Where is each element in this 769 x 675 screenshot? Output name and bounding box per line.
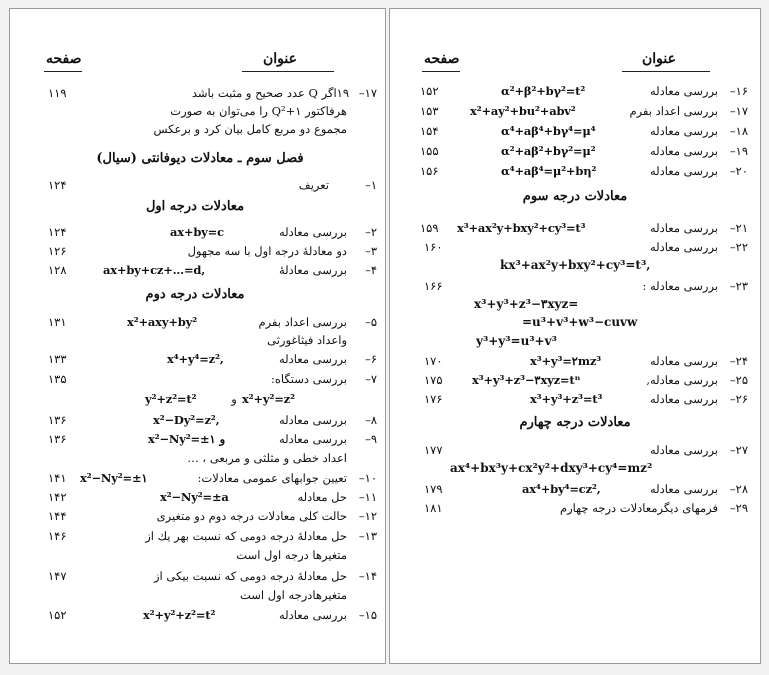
header-page: صفحه: [424, 51, 460, 67]
page-number: ۱۴۲: [48, 490, 67, 504]
page-number: ۱۳۶: [48, 413, 67, 427]
toc-entry: [10, 350, 387, 368]
toc-entry: [10, 411, 387, 429]
entry-number: ۲–: [365, 225, 377, 239]
entry-equation: x²+y²+z²=t²: [143, 608, 216, 622]
toc-entry: [390, 390, 762, 408]
entry-equation: x²−Dy²=z²,: [153, 413, 220, 427]
entry-number: ۱۹–: [729, 144, 748, 158]
entry-text: بررسی معادله: [279, 225, 347, 239]
section-title: معادلات درجه چهارم: [519, 415, 631, 430]
entry-equation: x²−Ny²=±۱: [80, 471, 148, 485]
page-number: ۱۴۱: [48, 471, 67, 485]
toc-entry: [10, 84, 387, 102]
entry-text: ۱۹اگر Q عدد صحیح و مثبت باشد: [191, 86, 349, 100]
entry-text: بررسی معادله :: [642, 279, 718, 293]
entry-text: بررسی معادله,: [646, 373, 718, 387]
entry-number: ۱۸–: [729, 124, 748, 138]
entry-number: ۱۳–: [358, 529, 377, 543]
entry-equation: x²+ay²+bu²+abv²: [470, 104, 576, 118]
page-number: ۱۵۴: [420, 124, 439, 138]
page-number: ۱۵۲: [420, 84, 439, 98]
display-equation: y³+y³=u³+v³: [476, 334, 557, 348]
entry-text: بررسی معادله: [650, 144, 718, 158]
page-number: ۱۲۶: [48, 244, 67, 258]
entry-equation: x²+y²=z²: [242, 392, 295, 406]
toc-entry: [10, 370, 387, 388]
entry-number: ۱۴–: [358, 569, 377, 583]
section-title: معادلات درجه سوم: [522, 189, 628, 204]
page-number: ۱۵۹: [420, 221, 439, 235]
page-number: ۱۴۶: [48, 529, 67, 543]
entry-text: بررسی معادله: [650, 164, 718, 178]
header-title: عنوان: [642, 51, 676, 67]
entry-text: بررسی معادله: [279, 413, 347, 427]
toc-entry-cont: [10, 586, 387, 604]
header-title: عنوان: [263, 51, 297, 67]
entry-equation: y²+z²=t²: [145, 392, 197, 406]
entry-text: بررسی معادله: [650, 392, 718, 406]
entry-text: بررسی معادله: [650, 354, 718, 368]
page-number: ۱۲۴: [48, 178, 67, 192]
toc-entry: [390, 102, 762, 120]
entry-text: متغیرها درجه اول است: [236, 548, 347, 562]
entry-number: ۲۹–: [729, 501, 748, 515]
toc-entry: [390, 352, 762, 370]
right-page: [389, 8, 761, 664]
entry-number: ۷–: [365, 372, 377, 386]
toc-entry: [10, 313, 387, 331]
entry-number: ۳–: [365, 244, 377, 258]
entry-text: بررسی معادله: [279, 432, 347, 446]
header-rule: [242, 71, 334, 72]
toc-entry: [390, 142, 762, 160]
toc-entry: [10, 606, 387, 624]
toc-entry: [10, 176, 387, 194]
page-number: ۱۴۴: [48, 509, 67, 523]
entry-equation: x³+ax²y+bxy²+cy³=t³: [457, 221, 586, 235]
entry-equation: x³+y³=۲mz³: [530, 354, 601, 368]
left-page: [9, 8, 386, 664]
entry-equation: ax+by+cz+…=d,: [103, 263, 206, 277]
entry-number: ۲۱–: [729, 221, 748, 235]
display-equation: =u³+v³+w³−cuvw: [522, 315, 638, 329]
entry-number: ۱۵–: [358, 608, 377, 622]
display-equation: ax⁴+bx³y+cx²y²+dxy³+cy⁴=mz²: [450, 461, 653, 475]
entry-text: بررسی دستگاه:: [271, 372, 347, 386]
header-page-rule: [422, 71, 460, 72]
header-rule: [622, 71, 710, 72]
entry-number: ۲۴–: [729, 354, 748, 368]
entry-equation: x³+y³+z³=t³: [530, 392, 603, 406]
entry-equation: x²−Ny²=±a: [160, 490, 229, 504]
entry-number: ۲۸–: [729, 482, 748, 496]
section-title: معادلات درجه دوم: [145, 287, 245, 302]
entry-text: بررسی اعداد بفرم: [629, 104, 718, 118]
page-number: ۱۲۸: [48, 263, 67, 277]
page-number: ۱۷۶: [424, 392, 443, 406]
entry-text: بررسی معادله: [650, 221, 718, 235]
page-number: ۱۶۰: [424, 240, 443, 254]
entry-text: متغیرهادرجه اول است: [239, 588, 347, 602]
entry-number: ۸–: [365, 413, 377, 427]
entry-number: ۱۶–: [729, 84, 748, 98]
entry-text: حل معادلهٔ درجه دومی که نسبت بیکی از: [154, 569, 347, 583]
page-number: ۱۷۵: [424, 373, 443, 387]
entry-text: حالت کلی معادلات درجه دوم دو متغیری: [156, 509, 347, 523]
header-page-rule: [44, 71, 82, 72]
entry-text: اعداد خطی و مثلثی و مربعی ، …: [187, 451, 347, 465]
entry-text: بررسی معادلهٔ: [279, 263, 347, 277]
toc-entry: [390, 238, 762, 256]
page-number: ۱۴۷: [48, 569, 67, 583]
entry-equation: x⁴+y⁴=z²,: [167, 352, 224, 366]
entry-text: تعیین جوابهای عمومی معادلات:: [197, 471, 347, 485]
entry-number: ۱۷–: [729, 104, 748, 118]
entry-number: ۹–: [365, 432, 377, 446]
page-number: ۱۷۰: [424, 354, 443, 368]
entry-text: بررسی معادله: [650, 124, 718, 138]
display-equation: x³+y³+z³−۳xyz=: [474, 297, 579, 311]
page-number: ۱۵۵: [420, 144, 439, 158]
entry-number: ۲۰–: [729, 164, 748, 178]
toc-entry: [10, 430, 387, 448]
toc-entry: [10, 507, 387, 525]
entry-text: بررسی اعداد بفرم: [258, 315, 347, 329]
toc-entry: [390, 219, 762, 237]
toc-entry: [390, 277, 762, 295]
entry-number: ۱۲–: [358, 509, 377, 523]
page-number: ۱۳۳: [48, 352, 67, 366]
entry-number: ۱۰–: [358, 471, 377, 485]
entry-number: ۶–: [365, 352, 377, 366]
toc-entry: [10, 488, 387, 506]
entry-equation: x²+axy+by²: [127, 315, 197, 329]
entry-equation: x²−Ny²=±۱ و: [148, 432, 226, 446]
entry-equation: ax⁴+by⁴=cz²,: [522, 482, 601, 496]
toc-entry-cont: [10, 331, 387, 349]
display-equation: kx³+ax²y+bxy²+cy³=t³,: [500, 258, 651, 272]
toc-entry: [10, 261, 387, 279]
toc-entry: [390, 441, 762, 459]
toc-entry: [390, 371, 762, 389]
section-title: معادلات درجه اول: [145, 199, 245, 214]
entry-equation: α²+aβ²+bγ²=μ²: [501, 144, 596, 158]
page-number: ۱۷۷: [424, 443, 443, 457]
entry-text: هرفاکتور ۱+Q² را می‌توان به صورت: [170, 104, 347, 118]
entry-number: ۲۲–: [729, 240, 748, 254]
toc-entry: [10, 223, 387, 241]
page-number: ۱۵۶: [420, 164, 439, 178]
entry-text: دو معادلهٔ درجه اول با سه مجهول: [187, 244, 347, 258]
entry-number: ۵–: [365, 315, 377, 329]
entry-text: واعداد فیثاغورثی: [267, 333, 347, 347]
entry-text: بررسی معادله: [279, 352, 347, 366]
page-number: ۱۸۱: [424, 501, 443, 515]
entry-number: ۱۷–: [358, 86, 377, 100]
page-number: ۱۲۴: [48, 225, 67, 239]
connector-text: و: [231, 392, 237, 406]
chapter-title: فصل سوم ـ معادلات دیوفانتی (سیال): [96, 151, 304, 166]
page-number: ۱۵۲: [48, 608, 67, 622]
entry-number: ۲۶–: [729, 392, 748, 406]
page-number: ۱۳۵: [48, 372, 67, 386]
entry-number: ۱۱–: [358, 490, 377, 504]
entry-text: حل معادلهٔ درجه دومی که نسبت بهر یك از: [145, 529, 347, 543]
header-page: صفحه: [46, 51, 82, 67]
entry-equation: α⁴+aβ⁴=μ²+bη²: [501, 164, 597, 178]
entry-text: بررسی معادله: [279, 608, 347, 622]
entry-text: تعریف: [298, 178, 329, 192]
entry-equation: α⁴+aβ⁴+bγ⁴=μ⁴: [501, 124, 596, 138]
page-number: ۱۷۹: [424, 482, 443, 496]
toc-entry: [10, 469, 387, 487]
toc-entry: [10, 567, 387, 585]
entry-text: حل معادله: [297, 490, 347, 504]
toc-entry: [390, 122, 762, 140]
toc-entry: [390, 480, 762, 498]
entry-equation: ax+by=c: [170, 225, 224, 239]
toc-entry: [10, 242, 387, 260]
entry-equation: α²+β²+bγ²=t²: [501, 84, 586, 98]
page-number: ۱۳۶: [48, 432, 67, 446]
toc-entry-cont: [10, 120, 387, 138]
page-number: ۱۳۱: [48, 315, 67, 329]
entry-number: ۴–: [365, 263, 377, 277]
entry-text: بررسی معادله: [650, 443, 718, 457]
entry-text: مجموع دو مربع کامل بیان کرد و برعکس: [153, 122, 347, 136]
entry-text: بررسی معادله: [650, 240, 718, 254]
entry-number: ۱–: [365, 178, 377, 192]
page-number: ۱۱۹: [48, 86, 67, 100]
toc-entry: [10, 527, 387, 545]
entry-text: بررسی معادله: [650, 84, 718, 98]
entry-text: فرمهای دیگرمعادلات درجه چهارم: [559, 501, 718, 515]
toc-entry: [390, 162, 762, 180]
entry-number: ۲۷–: [729, 443, 748, 457]
entry-text: بررسی معادله: [650, 482, 718, 496]
toc-entry-cont: [10, 449, 387, 467]
toc-entry: [390, 499, 762, 517]
entry-equation: x³+y³+z³−۳xyz=tⁿ: [472, 373, 581, 387]
toc-entry: [390, 82, 762, 100]
toc-entry-cont: [10, 546, 387, 564]
page-number: ۱۵۳: [420, 104, 439, 118]
entry-number: ۲۳–: [729, 279, 748, 293]
system-equations: [10, 390, 387, 408]
page-number: ۱۶۶: [424, 279, 443, 293]
toc-entry-cont: [10, 102, 387, 120]
entry-number: ۲۵–: [729, 373, 748, 387]
